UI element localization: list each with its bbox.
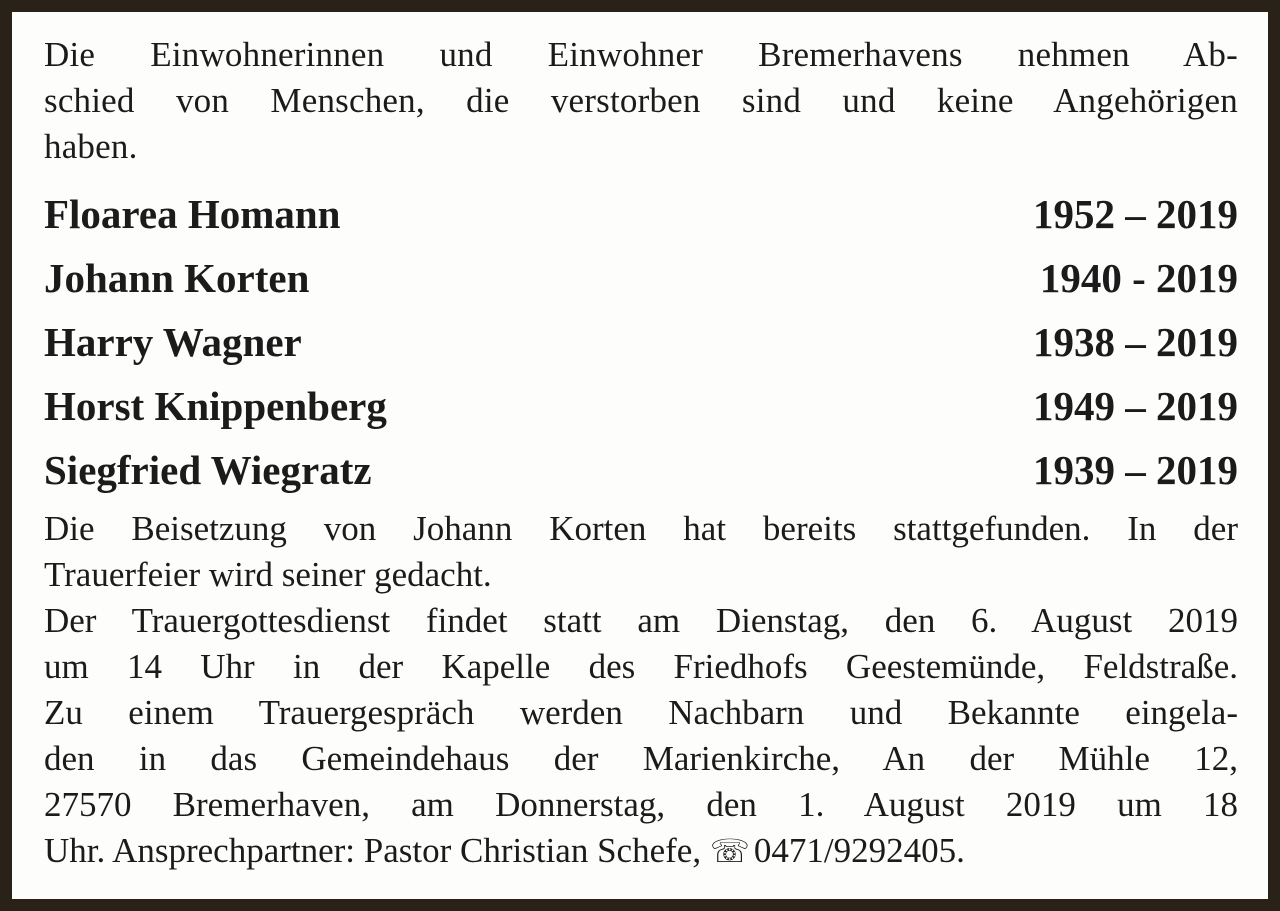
service-details: [44, 506, 1238, 874]
phone-number: 0471/9292405.: [753, 831, 965, 870]
intro-line: Die Einwohnerinnen und Einwohner Bremerhavens nehmen Ab-: [44, 35, 1238, 74]
deceased-years: 1939 – 2019: [1033, 447, 1238, 493]
body-line: Zu einem Trauergespräch werden Nachbarn und Bekannte eingela-: [44, 693, 1238, 732]
deceased-name: Siegfried Wiegratz: [44, 447, 372, 493]
contact-text: Uhr. Ansprechpartner: Pastor Christian Schefe,: [44, 831, 702, 870]
deceased-name: Horst Knippenberg: [44, 383, 387, 429]
body-line: Trauerfeier wird seiner gedacht.: [44, 555, 492, 594]
deceased-entry: [44, 438, 1238, 502]
intro-paragraph: [44, 32, 1238, 170]
intro-line: schied von Menschen, die verstorben sind und keine Angehörigen: [44, 81, 1238, 120]
deceased-entry: [44, 182, 1238, 246]
deceased-years: 1940 - 2019: [1039, 255, 1238, 301]
deceased-years: 1952 – 2019: [1033, 191, 1238, 237]
body-line: um 14 Uhr in der Kapelle des Friedhofs Geestemünde, Feldstraße.: [44, 647, 1238, 686]
body-line: den in das Gemeindehaus der Marienkirche, An der Mühle 12,: [44, 739, 1238, 778]
deceased-name: Harry Wagner: [44, 319, 302, 365]
deceased-entry: [44, 246, 1238, 310]
deceased-list: [44, 182, 1238, 502]
deceased-name: Floarea Homann: [44, 191, 341, 237]
deceased-years: 1949 – 2019: [1033, 383, 1238, 429]
deceased-entry: [44, 310, 1238, 374]
contact-line: [44, 828, 1238, 874]
deceased-entry: [44, 374, 1238, 438]
body-line: Die Beisetzung von Johann Korten hat bereits stattgefunden. In der: [44, 509, 1238, 548]
body-line: Der Trauergottesdienst findet statt am Dienstag, den 6. August 2019: [44, 601, 1238, 640]
intro-line: haben.: [44, 127, 138, 166]
phone-icon: ☏: [709, 833, 750, 869]
obituary-notice: [12, 12, 1268, 899]
body-line: 27570 Bremerhaven, am Donnerstag, den 1. August 2019 um 18: [44, 785, 1238, 824]
deceased-name: Johann Korten: [44, 255, 310, 301]
deceased-years: 1938 – 2019: [1033, 319, 1238, 365]
